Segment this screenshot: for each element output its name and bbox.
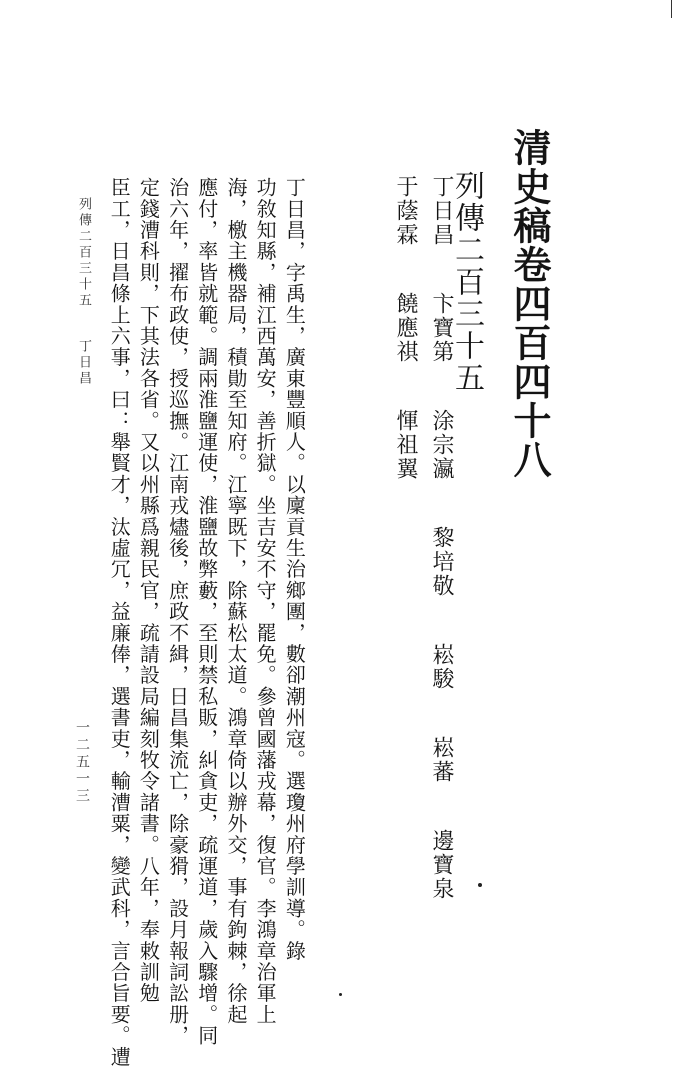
person-name: 惲祖翼: [393, 409, 418, 481]
page-number: 一二五一三: [74, 720, 90, 805]
chapter-subtitle: 列傳二百三十五: [449, 170, 484, 394]
person-name: 邊寶泉: [429, 829, 454, 901]
person-name: 崧駿: [429, 643, 454, 691]
biography-names-list: [380, 175, 452, 919]
running-section: 列傳二百三十五: [76, 197, 91, 309]
running-header: [77, 197, 90, 387]
scan-speck: [478, 883, 482, 887]
body-column: 定錢漕科則，下其法各省。又以州縣爲親民官，疏請設局編刻牧令諸書。八年，奉敕訓勉: [136, 177, 161, 1004]
body-column: 治六年，擢布政使，授巡撫。江南戎燼後，庶政不緝，日昌集流亡，除豪猾，設月報詞訟册，: [165, 177, 190, 1047]
scan-speck: [339, 993, 342, 996]
body-column: 丁日昌，字禹生，廣東豐順人。以廩貢生治鄉團，數卻潮州寇。選瓊州府學訓導。錄: [282, 177, 307, 962]
body-column: 海，檄主機器局，積勛至知府。江寧既下，除蘇松太道。鴻章倚以辦外交，事有鉤棘，徐起: [223, 177, 248, 1025]
person-name: 卞寶第: [429, 292, 454, 364]
body-column: 功敘知縣，補江西萬安，善折獄。坐吉安不守，罷免。參曾國藩戎幕，復官。李鴻章治軍上: [253, 177, 278, 1025]
running-person: 丁日昌: [76, 339, 91, 387]
person-name: 丁日昌: [429, 175, 454, 247]
names-column: [394, 175, 416, 919]
person-name: 饒應祺: [393, 292, 418, 364]
person-name: 崧蕃: [429, 736, 454, 784]
person-name: 涂宗瀛: [429, 409, 454, 481]
scan-mark: [671, 0, 672, 18]
biography-body: [100, 177, 307, 1067]
names-column: [430, 175, 452, 919]
person-name: 于蔭霖: [393, 175, 418, 247]
body-column: 臣工，日昌條上六事，曰：舉賢才，汰虛冗，益廉俸，選書吏，輸漕粟，變武科，言合旨要。遭: [107, 177, 132, 1067]
person-name: 黎培敬: [429, 526, 454, 598]
body-column: 應付，率皆就範。調兩淮鹽運使，淮鹽故弊藪，至則禁私販，糾貪吏，疏運道，歲入驟增。同: [194, 177, 219, 1047]
chapter-title: 清史稿卷四百四十八: [507, 128, 552, 479]
